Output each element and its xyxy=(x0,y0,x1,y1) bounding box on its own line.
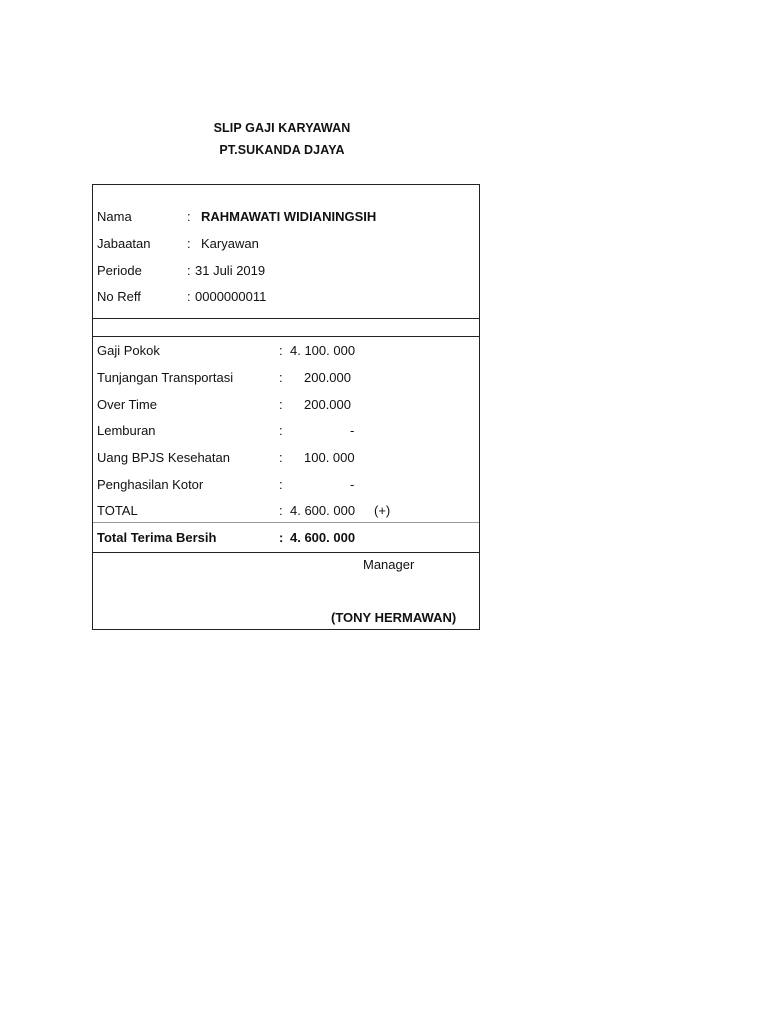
earning-colon: : xyxy=(279,450,283,465)
earning-value: 200.000 xyxy=(304,370,351,385)
total-label: TOTAL xyxy=(97,503,138,518)
employee-position-value: Karyawan xyxy=(201,236,259,251)
earning-row xyxy=(93,341,479,361)
name-colon: : xyxy=(187,209,191,224)
slip-title: SLIP GAJI KARYAWAN xyxy=(213,121,351,135)
reference-value: 0000000011 xyxy=(195,289,267,304)
signature-role-row xyxy=(93,555,479,575)
total-sign: (+) xyxy=(374,503,391,518)
earning-row xyxy=(93,448,479,468)
net-pay-value: 4. 600. 000 xyxy=(290,530,356,545)
reference-row xyxy=(93,287,479,307)
net-pay-colon: : xyxy=(279,530,284,545)
earning-label: Over Time xyxy=(97,397,157,412)
earning-row xyxy=(93,475,479,495)
earning-label: Tunjangan Transportasi xyxy=(97,370,234,385)
earning-colon: : xyxy=(279,423,283,438)
divider xyxy=(93,552,479,553)
divider xyxy=(93,522,479,523)
earning-value: 100. 000 xyxy=(304,450,355,465)
earning-value: - xyxy=(350,423,355,438)
earning-colon: : xyxy=(279,397,283,412)
earning-value: - xyxy=(350,477,355,492)
employee-name-value: RAHMAWATI WIDIANINGSIH xyxy=(201,209,377,224)
signature-role: Manager xyxy=(363,557,415,572)
net-pay-row xyxy=(93,528,479,548)
reference-label: No Reff xyxy=(97,289,141,304)
employee-position-row xyxy=(93,234,479,254)
name-label: Nama xyxy=(97,209,132,224)
earning-value: 200.000 xyxy=(304,397,351,412)
period-row xyxy=(93,261,479,281)
net-pay-label: Total Terima Bersih xyxy=(97,530,217,545)
earning-row xyxy=(93,421,479,441)
total-value: 4. 600. 000 xyxy=(290,503,356,518)
earning-row xyxy=(93,368,479,388)
earning-value: 4. 100. 000 xyxy=(290,343,356,358)
earning-colon: : xyxy=(279,477,283,492)
employee-name-row xyxy=(93,207,479,227)
earning-colon: : xyxy=(279,343,283,358)
reference-colon: : xyxy=(187,289,191,304)
earning-row xyxy=(93,395,479,415)
divider xyxy=(93,336,479,337)
period-label: Periode xyxy=(97,263,142,278)
earning-colon: : xyxy=(279,370,283,385)
earning-label: Lemburan xyxy=(97,423,156,438)
signature-name: (TONY HERMAWAN) xyxy=(331,610,457,625)
signature-name-row xyxy=(93,608,479,628)
position-label: Jabaatan xyxy=(97,236,151,251)
payslip-box xyxy=(92,184,480,630)
earning-label: Penghasilan Kotor xyxy=(97,477,204,492)
total-row xyxy=(93,501,479,521)
position-colon: : xyxy=(187,236,191,251)
earning-label: Gaji Pokok xyxy=(97,343,160,358)
divider xyxy=(93,318,479,319)
period-value: 31 Juli 2019 xyxy=(195,263,266,278)
earning-label: Uang BPJS Kesehatan xyxy=(97,450,230,465)
total-colon: : xyxy=(279,503,283,518)
period-colon: : xyxy=(187,263,191,278)
company-name: PT.SUKANDA DJAYA xyxy=(219,143,345,157)
